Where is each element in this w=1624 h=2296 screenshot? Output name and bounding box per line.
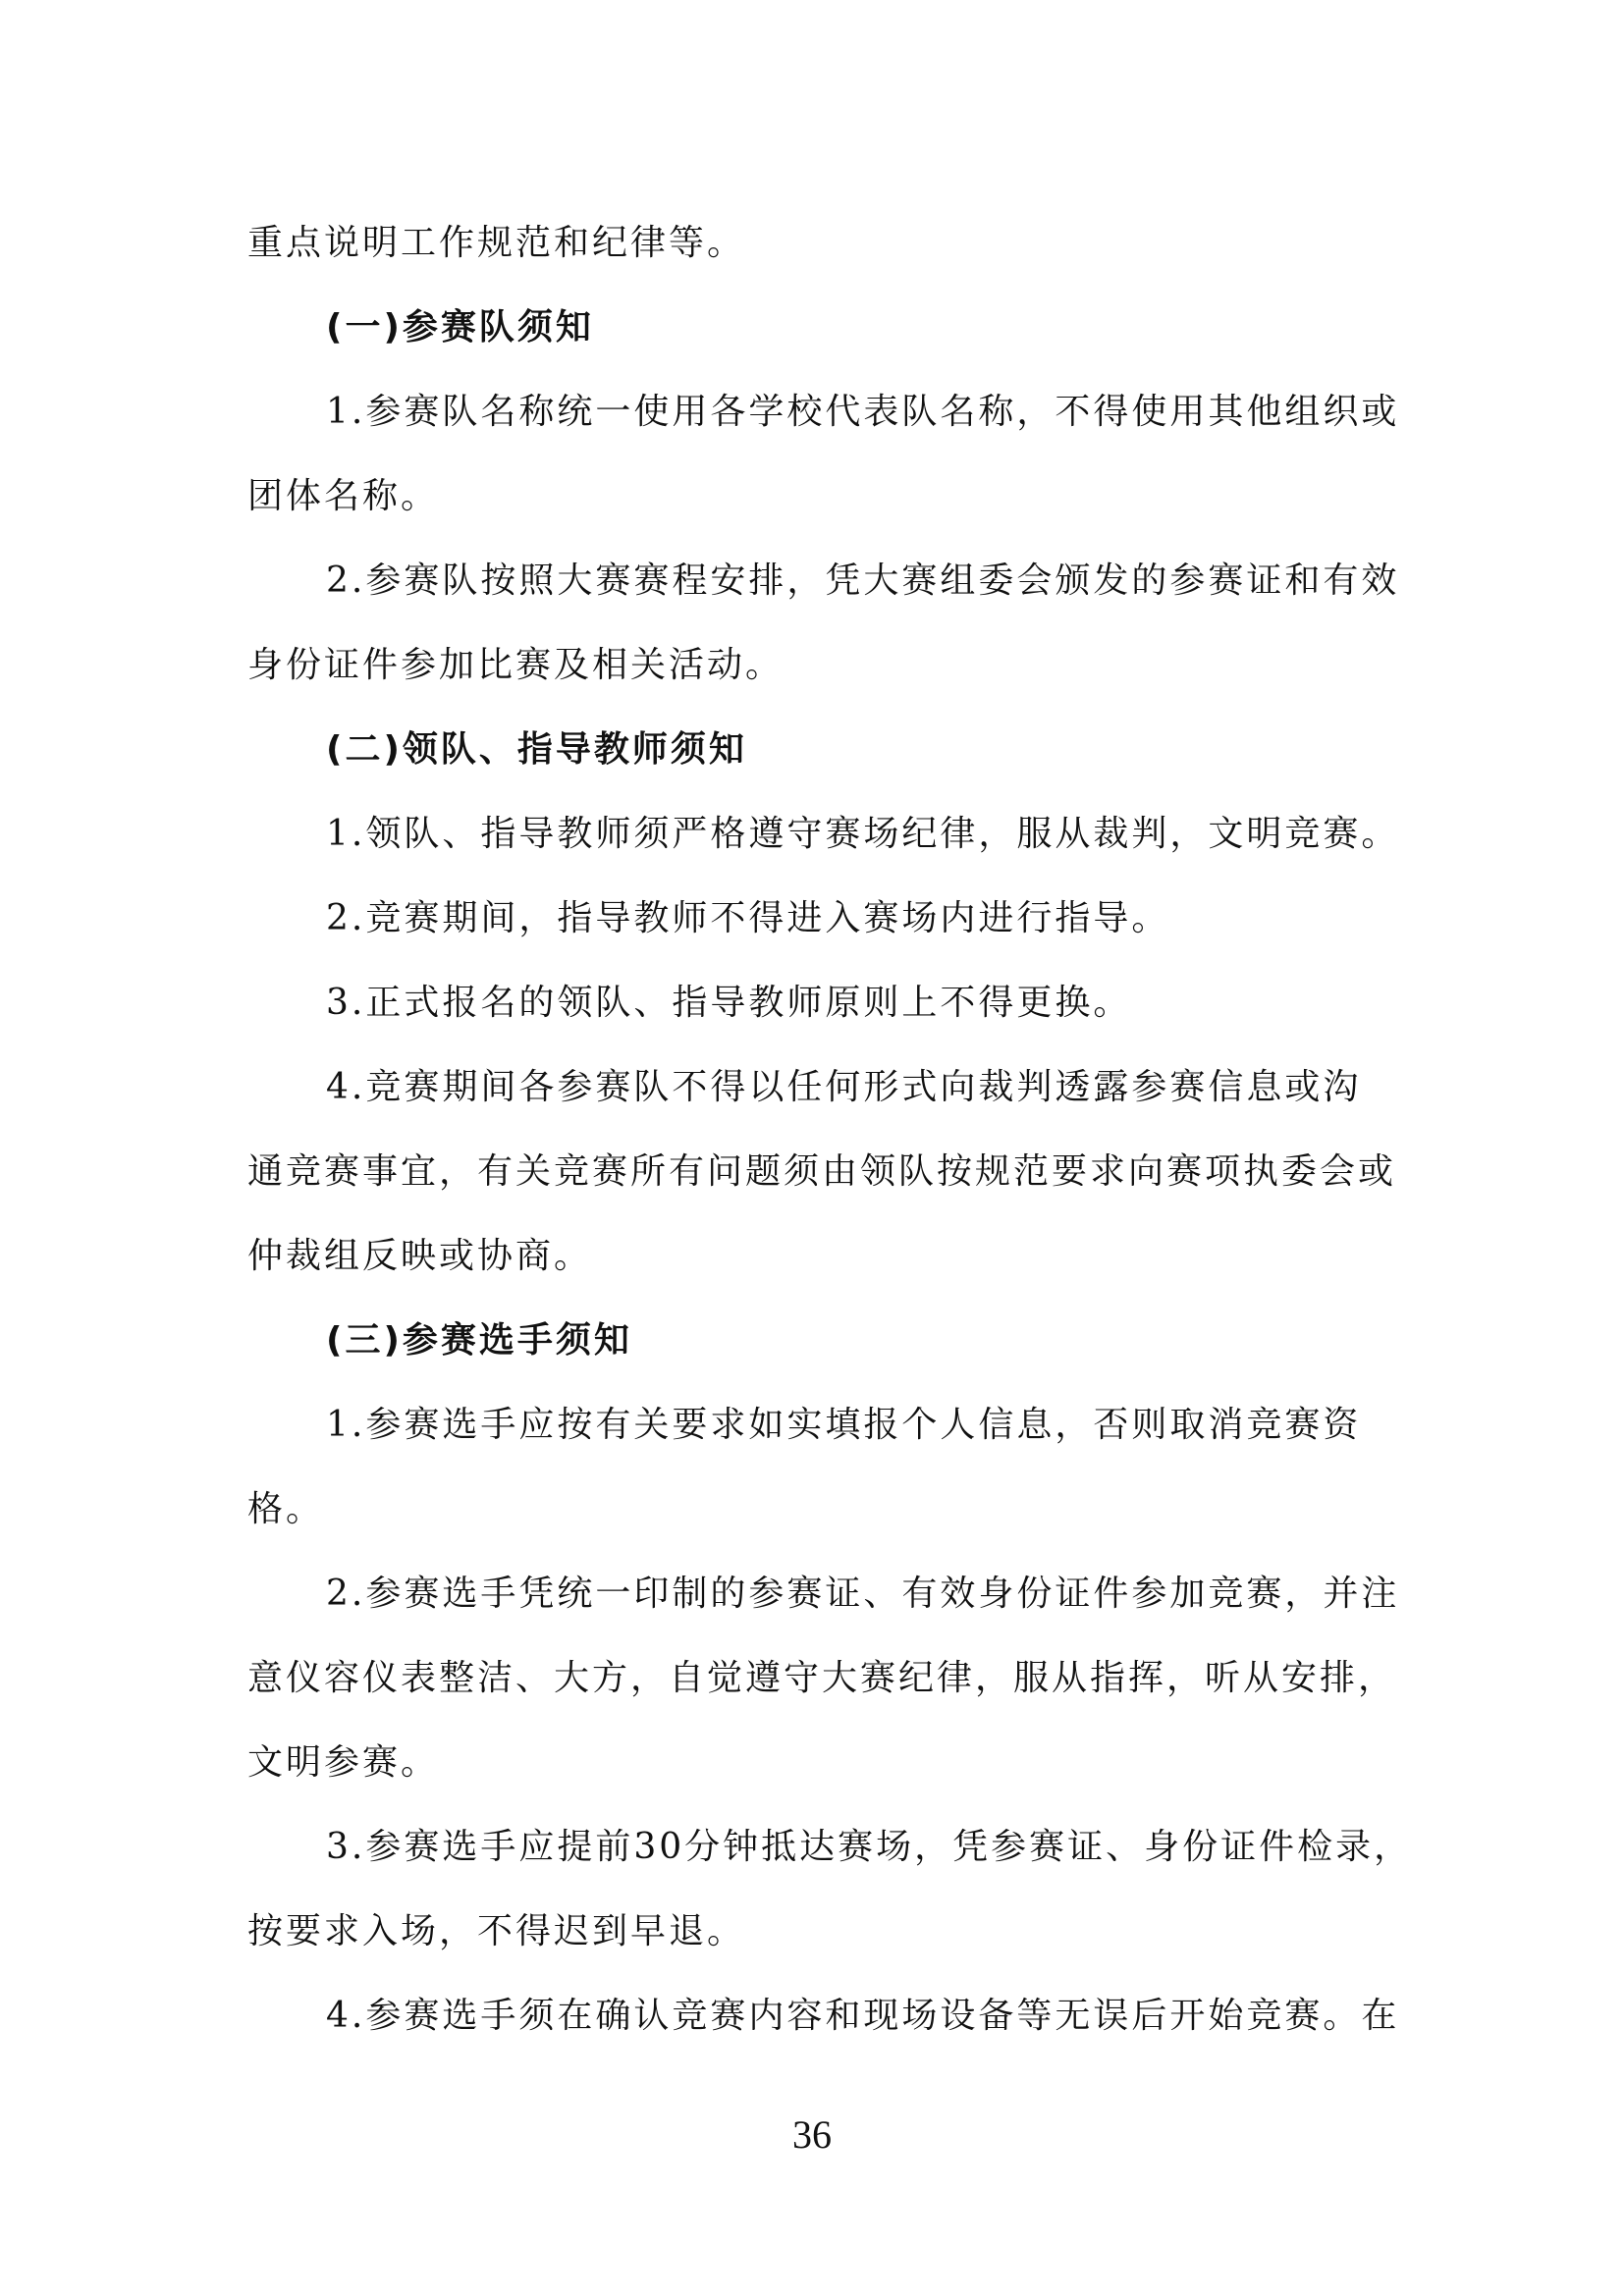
section-heading: (三)参赛选手须知 — [326, 1320, 632, 1361]
text-line: 4.参赛选手须在确认竞赛内容和现场设备等无误后开始竞赛。在 — [326, 1996, 1400, 2036]
section-heading: (二)领队、指导教师须知 — [326, 729, 747, 770]
text-line: 2.参赛队按照大赛赛程安排，凭大赛组委会颁发的参赛证和有效 — [326, 561, 1400, 601]
text-line: 文明参赛。 — [247, 1742, 440, 1783]
text-line: 4.竞赛期间各参赛队不得以任何形式向裁判透露参赛信息或沟 — [326, 1067, 1362, 1107]
text-line: 3.参赛选手应提前30分钟抵达赛场，凭参赛证、身份证件检录， — [326, 1827, 1413, 1867]
section-heading: (一)参赛队须知 — [326, 307, 594, 347]
text-line: 意仪容仪表整洁、大方，自觉遵守大赛纪律，服从指挥，听从安排， — [247, 1658, 1397, 1698]
text-line: 1.参赛选手应按有关要求如实填报个人信息，否则取消竞赛资 — [326, 1405, 1362, 1445]
text-line: 通竞赛事宜，有关竞赛所有问题须由领队按规范要求向赛项执委会或 — [247, 1151, 1397, 1192]
text-line: 1.领队、指导教师须严格遵守赛场纪律，服从裁判，文明竞赛。 — [326, 814, 1400, 854]
text-line: 3.正式报名的领队、指导教师原则上不得更换。 — [326, 983, 1132, 1023]
text-line: 团体名称。 — [247, 476, 440, 516]
text-line: 1.参赛队名称统一使用各学校代表队名称，不得使用其他组织或 — [326, 392, 1400, 432]
text-line: 按要求入场，不得迟到早退。 — [247, 1911, 746, 1951]
body-text — [247, 201, 1413, 2058]
page-number: 36 — [792, 2112, 832, 2157]
text-line: 重点说明工作规范和纪律等。 — [247, 223, 746, 263]
text-line: 2.竞赛期间，指导教师不得进入赛场内进行指导。 — [326, 898, 1170, 938]
text-line: 2.参赛选手凭统一印制的参赛证、有效身份证件参加竞赛，并注 — [326, 1574, 1400, 1614]
text-line: 仲裁组反映或协商。 — [247, 1236, 593, 1276]
text-line: 格。 — [247, 1489, 325, 1529]
text-line: 身份证件参加比赛及相关活动。 — [247, 645, 785, 685]
